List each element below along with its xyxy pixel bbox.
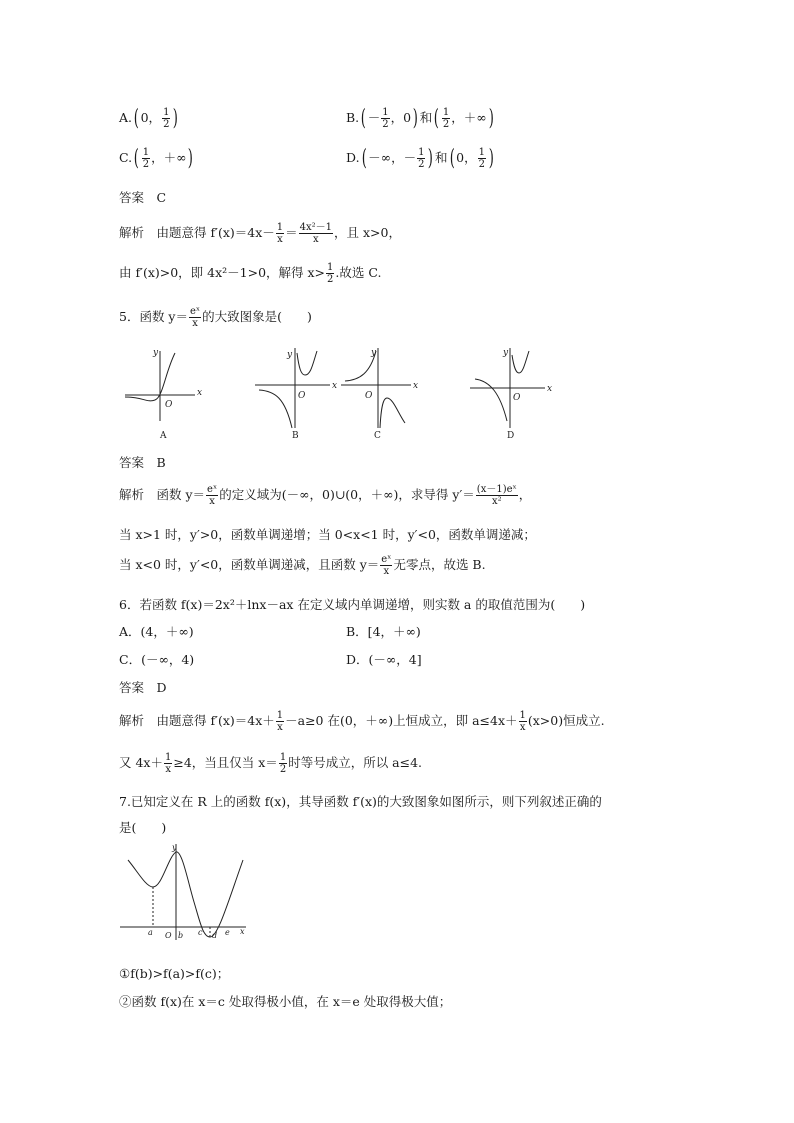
- solution-text: 时等号成立，所以 a≤4.: [288, 755, 423, 770]
- q5-graphs: [115, 343, 553, 443]
- fraction: $\frac{\text{4x²－1}}{x}$: [299, 222, 333, 245]
- fraction: $\frac{\text{(x－1)eˣ}}{\text{x²}}$: [476, 484, 517, 507]
- graph-c: [341, 348, 411, 428]
- q4-solution-line2: [119, 262, 381, 285]
- option-text: －∞，－: [368, 150, 417, 165]
- graph-d: [470, 348, 545, 428]
- solution-text: 由 f′(x)>0，即 4x²－1>0，解得 x>: [119, 265, 326, 280]
- derivative-curve: [128, 852, 243, 937]
- option-text: 0，: [456, 150, 477, 165]
- graph-label-c: C: [374, 431, 381, 441]
- question-text: 5．函数 y＝: [119, 309, 188, 324]
- graph-b-o: O: [298, 391, 306, 401]
- option-text: 和: [419, 110, 433, 125]
- fraction: $\frac{1}{2}$: [142, 147, 150, 170]
- option-text: ，0: [390, 110, 412, 125]
- solution-text: ＝: [285, 225, 298, 240]
- graph-d-o: O: [513, 393, 521, 403]
- question-text: 的大致图象是( ): [202, 309, 312, 324]
- label-b: b: [178, 931, 184, 940]
- q5-solution-line2: 当 x>1 时，y′>0，函数单调递增；当 0<x<1 时，y′<0，函数单调递减；: [119, 527, 536, 542]
- fraction: $\frac{\text{eˣ}}{x}$: [381, 554, 392, 577]
- option-text: 0，: [140, 110, 162, 125]
- label-c: c: [198, 928, 203, 937]
- graph-d-y: y: [503, 348, 509, 358]
- graph-label-b: B: [292, 431, 299, 441]
- q6-option-a: A．(4，＋∞): [119, 624, 194, 639]
- graph-b-y: y: [287, 350, 293, 360]
- q7-stem-line1: 7.已知定义在 R 上的函数 f(x)，其导函数 f′(x)的大致图象如图所示，则下列叙述正确的: [119, 794, 602, 809]
- q4-option-d: D.( －∞，－ $\frac{1}{2}$ ) 和( 0， $\frac{1}{2}$ ): [346, 146, 494, 171]
- option-label: C.: [119, 150, 133, 165]
- option-text: ，＋∞: [151, 150, 187, 165]
- solution-text: 当 x<0 时，y′<0，函数单调递减，且函数 y＝: [119, 557, 380, 572]
- graph-b: [255, 348, 330, 428]
- fraction: $\frac{1}{x}$: [276, 710, 284, 733]
- q4-solution-line1: [119, 222, 401, 245]
- label-d: d: [212, 931, 218, 940]
- q7-derivative-graph: [118, 842, 253, 942]
- option-label: B.: [346, 110, 360, 125]
- graph-c-o: O: [365, 391, 373, 401]
- label-e: e: [225, 928, 230, 937]
- label-a: a: [148, 928, 153, 937]
- graph-b-x: x: [332, 381, 338, 391]
- q5-solution-line1: [119, 484, 531, 507]
- option-text: 和: [435, 150, 448, 165]
- fraction: $\frac{1}{2}$: [382, 107, 389, 130]
- solution-text: 无零点，故选 B.: [393, 557, 486, 572]
- q7-item-1: ①f(b)>f(a)>f(c)；: [119, 966, 230, 981]
- q6-stem: 6．若函数 f(x)＝2x²＋lnx－ax 在定义域内单调递增，则实数 a 的取值范围为( ): [119, 597, 586, 612]
- fraction: $\frac{1}{x}$: [519, 710, 526, 733]
- graph-c-x: x: [413, 381, 419, 391]
- q5-stem: [119, 306, 312, 329]
- fraction: $\frac{1}{x}$: [276, 222, 284, 245]
- q5-answer: 答案 B: [119, 455, 166, 470]
- option-text: ，＋∞: [451, 110, 487, 125]
- fraction: $\frac{1}{2}$: [163, 107, 170, 130]
- q6-solution-line2: [119, 752, 422, 775]
- curve-right: [380, 398, 405, 428]
- curve: [125, 353, 175, 401]
- solution-text: 又 4x＋: [119, 755, 163, 770]
- q6-option-d: D．(－∞，4]: [346, 652, 422, 667]
- graph-label-a: A: [160, 431, 167, 441]
- solution-text: .故选 C.: [335, 265, 382, 280]
- solution-text: 解析 函数 y＝: [119, 487, 206, 502]
- graph-d-x: x: [547, 384, 553, 394]
- solution-text: ，且 x>0，: [334, 225, 401, 240]
- fraction: $\frac{1}{2}$: [279, 752, 287, 775]
- fraction: $\frac{1}{2}$: [442, 107, 450, 130]
- option-label: A.: [119, 110, 133, 125]
- solution-text: ≥4，当且仅当 x＝: [173, 755, 278, 770]
- option-label: D.: [346, 150, 360, 165]
- q4-option-b: B.( － $\frac{1}{2}$ ，0) 和( $\frac{1}{2}$ ，＋∞): [346, 106, 494, 131]
- solution-text: 解析 由题意得 f′(x)＝4x＋: [119, 713, 275, 728]
- fraction: $\frac{1}{2}$: [327, 262, 334, 285]
- q7-item-2: ②函数 f(x)在 x＝c 处取得极小值，在 x＝e 处取得极大值；: [119, 994, 452, 1009]
- solution-text: 的定义域为(－∞，0)∪(0，＋∞)，求导得 y′＝: [219, 487, 475, 502]
- graph-c-y: y: [371, 348, 377, 358]
- label-y: y: [172, 843, 177, 852]
- graph-a-x: x: [197, 388, 203, 398]
- q7-stem-line2: 是( ): [119, 820, 167, 835]
- q5-solution-line3: [119, 554, 486, 577]
- fraction: $\frac{1}{2}$: [478, 147, 485, 170]
- fraction: $\frac{\text{eˣ}}{x}$: [207, 484, 218, 507]
- curve-right: [297, 351, 317, 375]
- q4-answer: 答案 C: [119, 190, 167, 205]
- fraction: $\frac{1}{x}$: [164, 752, 172, 775]
- graph-a-o: O: [165, 400, 173, 410]
- curve-right: [512, 351, 529, 373]
- q6-solution-line1: [119, 710, 605, 733]
- q4-option-a: A.( 0， $\frac{1}{2}$ ): [119, 106, 179, 131]
- fraction: $\frac{1}{2}$: [418, 147, 425, 170]
- fraction: $\frac{\text{eˣ}}{x}$: [190, 306, 201, 329]
- graph-a-y: y: [153, 348, 159, 358]
- q6-option-b: B．[4，＋∞): [346, 624, 421, 639]
- label-o: O: [165, 931, 172, 940]
- q4-option-c: C.( $\frac{1}{2}$ ，＋∞): [119, 146, 194, 171]
- solution-text: －a≥0 在(0，＋∞)上恒成立，即 a≤4x＋: [285, 713, 518, 728]
- label-x: x: [240, 927, 245, 936]
- curve-left: [475, 379, 507, 421]
- option-text: －: [367, 110, 381, 125]
- graph-a: [125, 351, 195, 421]
- solution-text: ，: [518, 487, 532, 502]
- curve-left: [259, 390, 292, 428]
- q6-option-c: C．(－∞，4): [119, 652, 195, 667]
- graph-label-d: D: [507, 431, 515, 441]
- solution-text: (x>0)恒成立.: [527, 713, 605, 728]
- solution-text: 解析 由题意得 f′(x)＝4x－: [119, 225, 275, 240]
- q6-answer: 答案 D: [119, 680, 167, 695]
